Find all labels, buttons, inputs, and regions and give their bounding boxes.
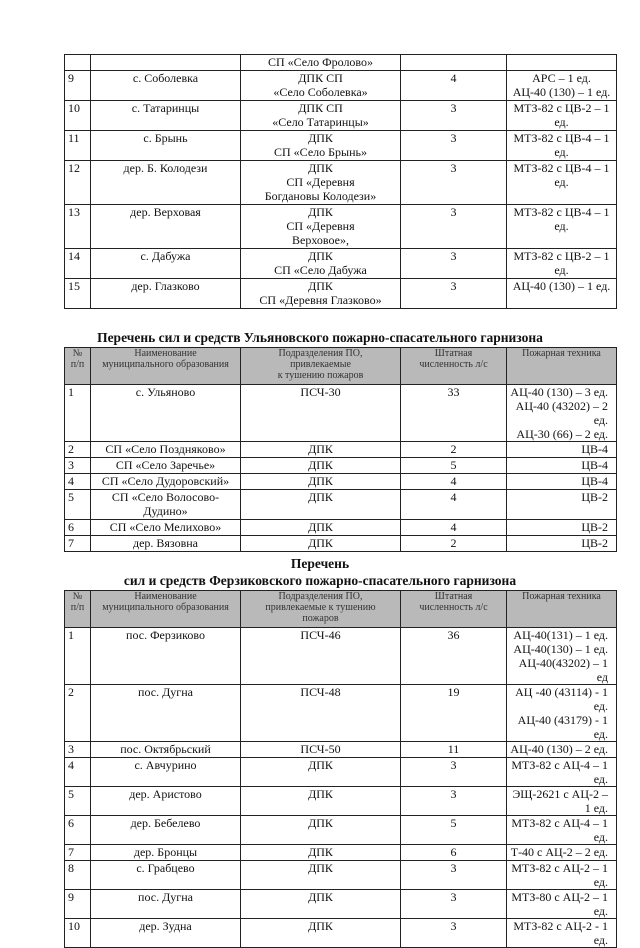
staff-count: 33: [401, 385, 507, 442]
staff-count: 6: [401, 845, 507, 861]
fire-unit: ПСЧ-30: [241, 385, 401, 442]
fire-unit: ДПК: [241, 890, 401, 919]
staff-count: 3: [401, 161, 507, 205]
fire-unit: ДПК: [241, 442, 401, 458]
fire-equipment: МТЗ-82 с АЦ-2 – 1 ед.: [507, 861, 617, 890]
place-name: с. Ульяново: [91, 385, 241, 442]
table-ulyanovo: [64, 347, 617, 552]
fire-unit: ДПК: [241, 758, 401, 787]
header-staff: Штатная численность л/с: [401, 348, 507, 385]
staff-count: 3: [401, 890, 507, 919]
header-unit: Подразделения ПО, привлекаемые к тушению пожаров: [241, 591, 401, 628]
fire-equipment: ЦВ-2: [507, 520, 617, 536]
table-row: [65, 861, 617, 890]
table-row: [65, 787, 617, 816]
row-number: 12: [65, 161, 91, 205]
row-number: [65, 55, 91, 71]
fire-unit: ПСЧ-48: [241, 685, 401, 742]
staff-count: 3: [401, 861, 507, 890]
table-row: [65, 279, 617, 309]
row-number: 2: [65, 442, 91, 458]
table-row: [65, 890, 617, 919]
row-number: 15: [65, 279, 91, 309]
row-number: 7: [65, 845, 91, 861]
place-name: дер. Зудна: [91, 919, 241, 948]
fire-equipment: МТЗ-82 с ЦВ-4 – 1 ед.: [507, 161, 617, 205]
table-row: [65, 101, 617, 131]
staff-count: 3: [401, 249, 507, 279]
fire-unit: ДПК: [241, 845, 401, 861]
table-row: [65, 55, 617, 71]
staff-count: 4: [401, 474, 507, 490]
header-tech: Пожарная техника: [507, 348, 617, 385]
fire-unit: ДПК СП «Село Дабужа: [241, 249, 401, 279]
section-title-ulyanovo: Перечень сил и средств Ульяновского пожарно-спасательного гарнизона: [97, 330, 543, 345]
place-name: дер. Глазково: [91, 279, 241, 309]
table-header-row: [65, 591, 617, 628]
place-name: дер. Аристово: [91, 787, 241, 816]
fire-equipment: МТЗ-80 с АЦ-2 – 1 ед.: [507, 890, 617, 919]
header-staff: Штатная численность л/с: [401, 591, 507, 628]
fire-unit: ДПК: [241, 520, 401, 536]
staff-count: 19: [401, 685, 507, 742]
table-row: [65, 385, 617, 442]
fire-equipment: ЦВ-4: [507, 442, 617, 458]
fire-unit: ДПК СП «Деревня Богдановы Колодези»: [241, 161, 401, 205]
row-number: 14: [65, 249, 91, 279]
place-name: СП «Село Дудоровский»: [91, 474, 241, 490]
table-row: [65, 490, 617, 520]
table-row: [65, 845, 617, 861]
fire-equipment: АРС – 1 ед. АЦ-40 (130) – 1 ед.: [507, 71, 617, 101]
table-row: [65, 536, 617, 552]
place-name: СП «Село Заречье»: [91, 458, 241, 474]
table-row: [65, 758, 617, 787]
fire-unit: ДПК: [241, 490, 401, 520]
fire-unit: ДПК: [241, 787, 401, 816]
row-number: 5: [65, 787, 91, 816]
table-row: [65, 458, 617, 474]
fire-equipment: АЦ -40 (43114) - 1 ед. АЦ-40 (43179) - 1 ед.: [507, 685, 617, 742]
header-tech: Пожарная техника: [507, 591, 617, 628]
fire-equipment: ЦВ-4: [507, 474, 617, 490]
place-name: пос. Октябрьский: [91, 742, 241, 758]
staff-count: 3: [401, 787, 507, 816]
row-number: 5: [65, 490, 91, 520]
fire-equipment: Т-40 с АЦ-2 – 2 ед.: [507, 845, 617, 861]
staff-count: 3: [401, 758, 507, 787]
fire-unit: ДПК: [241, 536, 401, 552]
header-name: Наименование муниципального образования: [91, 591, 241, 628]
table-row: [65, 919, 617, 948]
fire-unit: ДПК СП «Село Соболевка»: [241, 71, 401, 101]
row-number: 9: [65, 71, 91, 101]
staff-count: 36: [401, 628, 507, 685]
fire-unit: ДПК: [241, 458, 401, 474]
header-num: № п/п: [65, 591, 91, 628]
staff-count: 2: [401, 442, 507, 458]
staff-count: 4: [401, 520, 507, 536]
staff-count: 3: [401, 279, 507, 309]
fire-equipment: ЦВ-4: [507, 458, 617, 474]
place-name: СП «Село Мелихово»: [91, 520, 241, 536]
place-name: с. Соболевка: [91, 71, 241, 101]
row-number: 1: [65, 385, 91, 442]
place-name: пос. Дугна: [91, 685, 241, 742]
fire-equipment: МТЗ-82 с АЦ-2 - 1 ед.: [507, 919, 617, 948]
place-name: с. Брынь: [91, 131, 241, 161]
table-row: [65, 249, 617, 279]
table-row: [65, 628, 617, 685]
table-row: [65, 520, 617, 536]
header-num: № п/п: [65, 348, 91, 385]
fire-equipment: МТЗ-82 с ЦВ-2 – 1 ед.: [507, 101, 617, 131]
row-number: 3: [65, 742, 91, 758]
place-name: [91, 55, 241, 71]
table-ferzikovo: [64, 590, 617, 948]
fire-unit: ДПК СП «Село Брынь»: [241, 131, 401, 161]
place-name: дер. Б. Колодези: [91, 161, 241, 205]
fire-unit: СП «Село Фролово»: [241, 55, 401, 71]
header-name: Наименование муниципального образования: [91, 348, 241, 385]
table-row: [65, 131, 617, 161]
staff-count: [401, 55, 507, 71]
fire-unit: ДПК СП «Село Татаринцы»: [241, 101, 401, 131]
table-row: [65, 161, 617, 205]
fire-unit: ДПК СП «Деревня Глазково»: [241, 279, 401, 309]
staff-count: 11: [401, 742, 507, 758]
fire-equipment: МТЗ-82 с ЦВ-4 – 1 ед.: [507, 205, 617, 249]
place-name: с. Авчурино: [91, 758, 241, 787]
row-number: 3: [65, 458, 91, 474]
staff-count: 3: [401, 919, 507, 948]
table-row: [65, 71, 617, 101]
place-name: дер. Вязовна: [91, 536, 241, 552]
table-row: [65, 685, 617, 742]
fire-equipment: ЦВ-2: [507, 536, 617, 552]
fire-equipment: АЦ-40 (130) – 1 ед.: [507, 279, 617, 309]
fire-unit: ДПК: [241, 816, 401, 845]
fire-unit: ДПК: [241, 474, 401, 490]
fire-equipment: АЦ-40 (130) – 2 ед.: [507, 742, 617, 758]
staff-count: 2: [401, 536, 507, 552]
table-row: [65, 816, 617, 845]
section-title-ferzikovo-line1: Перечень: [290, 556, 350, 571]
staff-count: 3: [401, 205, 507, 249]
row-number: 7: [65, 536, 91, 552]
row-number: 6: [65, 816, 91, 845]
table-kozelsk-continuation: [64, 54, 617, 309]
table-row: [65, 442, 617, 458]
fire-unit: ПСЧ-50: [241, 742, 401, 758]
place-name: пос. Ферзиково: [91, 628, 241, 685]
place-name: дер. Бебелево: [91, 816, 241, 845]
section-title-ferzikovo-line2: сил и средств Ферзиковского пожарно-спасательного гарнизона: [123, 573, 517, 588]
table-row: [65, 205, 617, 249]
fire-unit: ДПК: [241, 861, 401, 890]
place-name: пос. Дугна: [91, 890, 241, 919]
fire-equipment: МТЗ-82 с ЦВ-2 – 1 ед.: [507, 249, 617, 279]
place-name: дер. Верховая: [91, 205, 241, 249]
place-name: с. Дабужа: [91, 249, 241, 279]
fire-equipment: ЦВ-2: [507, 490, 617, 520]
table-row: [65, 742, 617, 758]
row-number: 10: [65, 101, 91, 131]
fire-equipment: МТЗ-82 с АЦ-4 – 1 ед.: [507, 758, 617, 787]
table-row: [65, 474, 617, 490]
fire-unit: ПСЧ-46: [241, 628, 401, 685]
row-number: 13: [65, 205, 91, 249]
row-number: 9: [65, 890, 91, 919]
place-name: СП «Село Волосово- Дудино»: [91, 490, 241, 520]
row-number: 4: [65, 474, 91, 490]
row-number: 11: [65, 131, 91, 161]
place-name: СП «Село Поздняково»: [91, 442, 241, 458]
fire-unit: ДПК: [241, 919, 401, 948]
staff-count: 3: [401, 101, 507, 131]
place-name: с. Грабцево: [91, 861, 241, 890]
row-number: 8: [65, 861, 91, 890]
header-unit: Подразделения ПО, привлекаемые к тушению пожаров: [241, 348, 401, 385]
fire-equipment: АЦ-40 (130) – 3 ед. АЦ-40 (43202) – 2 ед. АЦ-30 (66) – 2 ед.: [507, 385, 617, 442]
row-number: 6: [65, 520, 91, 536]
staff-count: 5: [401, 458, 507, 474]
row-number: 2: [65, 685, 91, 742]
fire-equipment: АЦ-40(131) – 1 ед. АЦ-40(130) – 1 ед. АЦ-40(43202) – 1 ед: [507, 628, 617, 685]
fire-equipment: МТЗ-82 с ЦВ-4 – 1 ед.: [507, 131, 617, 161]
row-number: 4: [65, 758, 91, 787]
fire-unit: ДПК СП «Деревня Верховое»,: [241, 205, 401, 249]
table-header-row: [65, 348, 617, 385]
place-name: с. Татаринцы: [91, 101, 241, 131]
row-number: 1: [65, 628, 91, 685]
place-name: дер. Бронцы: [91, 845, 241, 861]
fire-equipment: [507, 55, 617, 71]
row-number: 10: [65, 919, 91, 948]
fire-equipment: ЭЩ-2621 с АЦ-2 – 1 ед.: [507, 787, 617, 816]
staff-count: 3: [401, 131, 507, 161]
staff-count: 4: [401, 71, 507, 101]
staff-count: 4: [401, 490, 507, 520]
staff-count: 5: [401, 816, 507, 845]
fire-equipment: МТЗ-82 с АЦ-4 – 1 ед.: [507, 816, 617, 845]
